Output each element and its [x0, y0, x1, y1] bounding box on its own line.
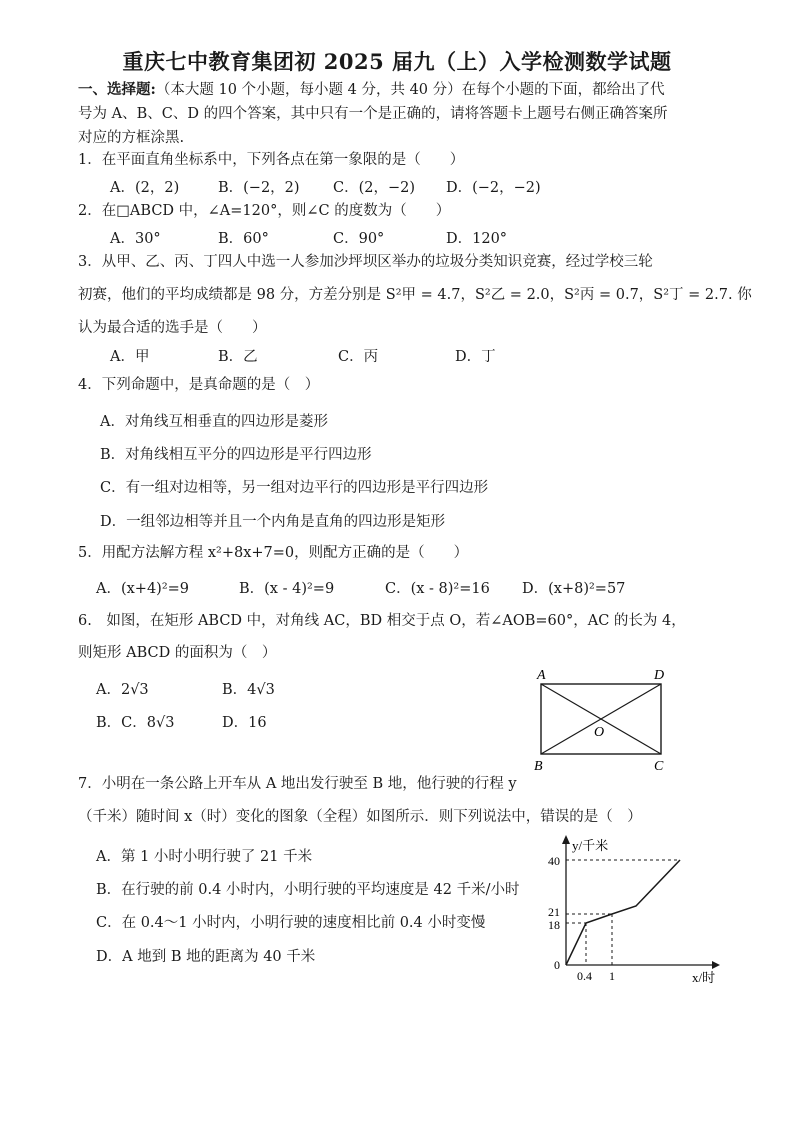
q1-option-c: C．(2，−2) — [333, 180, 416, 196]
q5-option-a: A．(x+4)²=9 — [96, 581, 190, 597]
question-5-stem: 5．用配方法解方程 x²+8x+7=0，则配方正确的是（ ） — [78, 545, 469, 561]
question-6-line2: 则矩形 ABCD 的面积为（ ） — [78, 645, 277, 661]
q1-option-d: D．(−2，−2) — [446, 180, 541, 196]
q2-option-d: D．120° — [446, 231, 508, 247]
x-tick-0-4: 0.4 — [577, 969, 592, 983]
y-axis-label: y/千米 — [572, 838, 609, 853]
section-intro: （本大题 10 个小题，每小题 4 分，共 40 分）在每个小题的下面，都给出了代 — [155, 82, 665, 98]
label-b: B — [534, 759, 543, 774]
q5-option-b: B．(x - 4)²=9 — [239, 581, 335, 597]
q3-option-b: B．乙 — [218, 349, 258, 365]
label-o: O — [594, 725, 605, 740]
x-tick-1: 1 — [609, 969, 615, 983]
q6-option-c: B．C．8√3 — [96, 715, 175, 731]
q7-option-d: D．A 地到 B 地的距离为 40 千米 — [96, 949, 316, 965]
graph-line — [566, 860, 680, 965]
question-2-stem: 2．在□ABCD 中，∠A=120°，则∠C 的度数为（ ） — [78, 203, 451, 219]
q2-option-b: B．60° — [218, 231, 269, 247]
y-tick-21: 21 — [548, 905, 560, 919]
label-c: C — [654, 759, 664, 774]
section-instructions-line2: 号为 A、B、C、D 的四个答案，其中只有一个是正确的，请将答题卡上题号右侧正确答案所 — [78, 106, 668, 122]
question-3-line3: 认为最合适的选手是（ ） — [78, 320, 267, 336]
q7-option-a: A．第 1 小时小明行驶了 21 千米 — [96, 849, 313, 865]
question-7-line2: （千米）随时间 x（时）变化的图象（全程）如图所示．则下列说法中，错误的是（ ） — [78, 809, 642, 825]
section-heading: 一、选择题: — [78, 81, 156, 98]
distance-time-graph — [540, 832, 720, 990]
q3-option-c: C．丙 — [338, 349, 379, 365]
q3-option-d: D．丁 — [455, 349, 496, 365]
section-instructions-line3: 对应的方框涂黑. — [78, 130, 185, 146]
q2-option-c: C．90° — [333, 231, 385, 247]
question-7-line1: 7．小明在一条公路上开车从 A 地出发行驶至 B 地，他行驶的行程 y — [78, 776, 517, 792]
q1-option-a: A．(2，2) — [110, 180, 180, 196]
q7-option-b: B．在行驶的前 0.4 小时内，小明行驶的平均速度是 42 千米/小时 — [96, 882, 520, 898]
q4-option-a: A．对角线互相垂直的四边形是菱形 — [100, 414, 328, 430]
q3-option-a: A．甲 — [110, 349, 150, 365]
y-axis-arrow — [562, 835, 570, 844]
page-title: 重庆七中教育集团初 2025 届九（上）入学检测数学试题 — [122, 49, 672, 74]
x-axis-arrow — [712, 961, 720, 969]
q6-option-a: A．2√3 — [96, 682, 149, 698]
label-a: A — [537, 668, 546, 683]
x-axis-label: x/时 — [692, 970, 716, 985]
question-3-line2: 初赛，他们的平均成绩都是 98 分，方差分别是 S²甲 = 4.7，S²乙 = 2.0，S²丙 = 0.7，S²丁 = 2.7. 你 — [78, 287, 752, 303]
question-6-line1: 6. 如图，在矩形 ABCD 中，对角线 AC，BD 相交于点 O，若∠AOB=60°，AC 的长为 4， — [78, 613, 686, 629]
q4-option-b: B．对角线相互平分的四边形是平行四边形 — [100, 447, 372, 463]
label-d: D — [654, 668, 665, 683]
y-tick-18: 18 — [548, 918, 560, 932]
question-4-stem: 4．下列命题中，是真命题的是（ ） — [78, 377, 320, 393]
q2-option-a: A．30° — [110, 231, 161, 247]
section-instructions-line1 — [78, 80, 665, 100]
q6-option-b: B．4√3 — [222, 682, 275, 698]
q5-option-d: D．(x+8)²=57 — [522, 581, 626, 597]
question-3-line1: 3．从甲、乙、丙、丁四人中选一人参加沙坪坝区举办的垃圾分类知识竞赛，经过学校三轮 — [78, 254, 653, 270]
y-tick-40: 40 — [548, 854, 560, 868]
q5-option-c: C．(x - 8)²=16 — [385, 581, 490, 597]
q4-option-d: D．一组邻边相等并且一个内角是直角的四边形是矩形 — [100, 514, 446, 530]
rectangle-figure — [528, 662, 678, 774]
q1-option-b: B．(−2，2) — [218, 180, 300, 196]
origin-label: 0 — [554, 958, 560, 972]
q4-option-c: C．有一组对边相等，另一组对边平行的四边形是平行四边形 — [100, 480, 489, 496]
q6-option-d: D．16 — [222, 715, 267, 731]
question-1-stem: 1．在平面直角坐标系中，下列各点在第一象限的是（ ） — [78, 152, 465, 168]
q7-option-c: C．在 0.4～1 小时内，小明行驶的速度相比前 0.4 小时变慢 — [96, 915, 486, 931]
